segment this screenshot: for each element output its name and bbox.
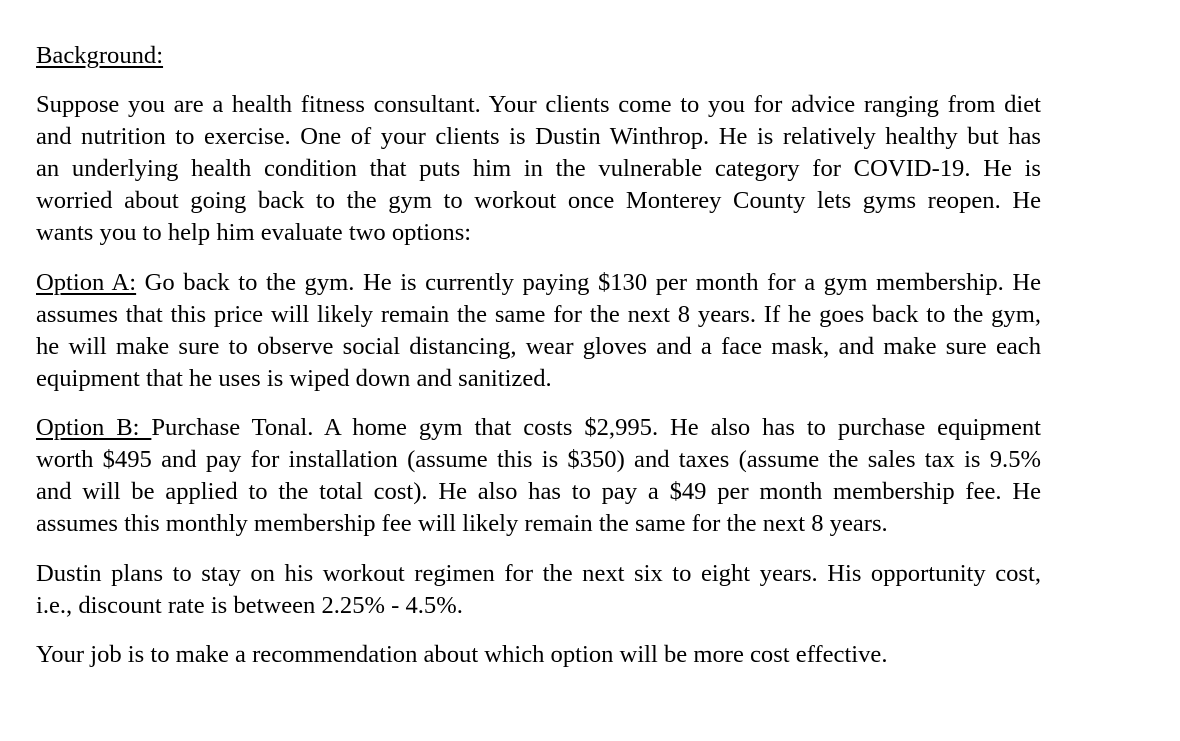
intro-line: an underlying health condition that puts him in the vulnerable category for COVID-19. He is xyxy=(36,155,1041,182)
intro-line: Suppose you are a health fitness consultant. Your clients come to you for advice ranging from diet xyxy=(36,91,1041,118)
option-b-text: Purchase Tonal. A home gym that costs $2,995. He also has to purchase equipment xyxy=(151,414,1041,441)
option-a-line: he will make sure to observe social distancing, wear gloves and a face mask, and make sure each xyxy=(36,333,1041,360)
plans-line: i.e., discount rate is between 2.25% - 4.5%. xyxy=(36,592,463,619)
section-heading xyxy=(36,40,1041,72)
option-a-line: equipment that he uses is wiped down and sanitized. xyxy=(36,365,552,392)
background-heading: Background: xyxy=(36,42,164,69)
option-b-line: worth $495 and pay for installation (assume this is $350) and taxes (assume the sales tax is 9.5% xyxy=(36,446,1041,473)
option-b-line: and will be applied to the total cost). He also has to pay a $49 per month membership fee. He xyxy=(36,478,1041,505)
intro-line: and nutrition to exercise. One of your clients is Dustin Winthrop. He is relatively healthy but has xyxy=(36,123,1041,150)
option-a-label: Option A: xyxy=(36,269,137,296)
intro-line: wants you to help him evaluate two options: xyxy=(36,219,472,246)
option-b-first-line xyxy=(36,412,1041,444)
option-a-line: assumes that this price will likely remain the same for the next 8 years. If he goes back to the gym, xyxy=(36,301,1041,328)
option-a-text: Go back to the gym. He is currently paying $130 per month for a gym membership. He xyxy=(136,269,1042,296)
option-b-label: Option B: xyxy=(36,414,152,441)
option-b-line: assumes this monthly membership fee will likely remain the same for the next 8 years. xyxy=(36,510,888,537)
option-a-first-line xyxy=(36,267,1041,299)
task-paragraph: Your job is to make a recommendation about which option will be more cost effective. xyxy=(36,641,888,668)
intro-line: worried about going back to the gym to workout once Monterey County lets gyms reopen. He xyxy=(36,187,1041,214)
plans-line: Dustin plans to stay on his workout regimen for the next six to eight years. His opportunity cost, xyxy=(36,560,1041,587)
